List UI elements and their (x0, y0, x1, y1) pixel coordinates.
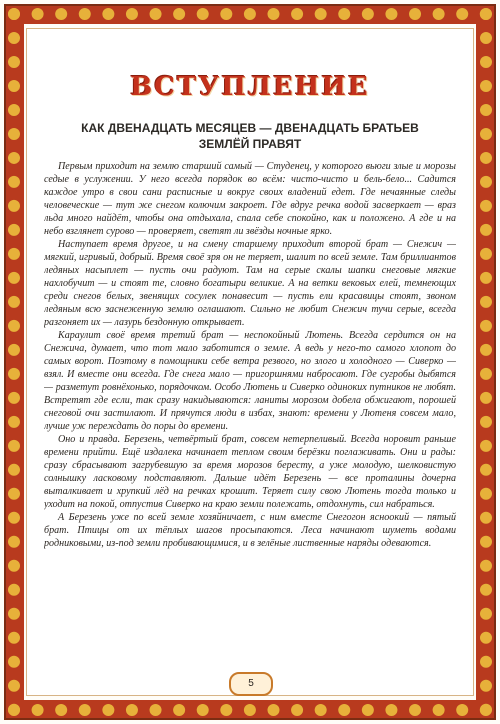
page-number: 5 (229, 672, 273, 696)
paragraph: Наступает время другое, и на смену старшему приходит второй брат — Снежич — мягкий, игривый, добрый. Время своё зря он не теряет, шалит по всей земле. Там бриллиантов ледяных насыплет — пусть очи радуют. Там на серые скалы шапки снеговые мягкие нахлобучит — и стоят те, словно богатыри великие. А на ветки вековых елей, темнеющих среди снегов белых, звенящих сосулек понавесит — пусть ели красавицы стоят, звоном ледяным всю заснеженную землю оглашают. Сильно не любит Снежич тучи серые, всегда разгоняет их — лазурь бездонную открывает. (44, 239, 456, 328)
body-text (44, 160, 456, 655)
chapter-title (50, 120, 450, 152)
chapter-title-line-1: КАК ДВЕНАДЦАТЬ МЕСЯЦЕВ — ДВЕНАДЦАТЬ БРАТЬЕВ (81, 121, 419, 135)
paragraph: Оно и правда. Березень, четвёртый брат, совсем нетерпеливый. Всегда норовит раньше времени прийти. Ещё издалека начинает теплом своим берёзки поглаживать. Они и рады: сразу сбрасывают загрубевшую за время морозов бересту, а уже молодую, шелковистую солнышку ласковому подставляют. Дальше идёт Березень — все проталины дочерна выталкивает и хрупкий лёд на речках крошит. Теряет силу свою Лютень тогда только и уходит на покой, отпустив Сиверко на краю земли полежать, отдохнуть, сил набраться. (44, 434, 456, 510)
chapter-title-line-2: ЗЕМЛЁЙ ПРАВЯТ (198, 137, 302, 151)
paragraph: А Березень уже по всей земле хозяйничает, с ним вместе Снегогон ясноокий — пятый брат. Птицы от их тёплых шагов просыпаются. Леса начинают шуметь водами родниковыми, из-под земли пробивающимися, и в зелёные лиственные наряды одеваются. (44, 512, 456, 549)
paragraph: Караулит своё время третий брат — неспокойный Лютень. Всегда сердится он на Снежича, думает, что тот мало заботится о земле. А ведь у него-то самого хлопот до самых ворот. Поэтому в помощники себе ветра резвого, но злого и холодного — Сиверко — взял. И вместе они всегда. Где снега мало — пригоршнями набросают. Где сугробы дыбятся — разметут ровнёхонько, порядочком. Особо Лютень и Сиверко одиноких путников не любят. Встретят где если, так сразу накидываются: ланиты морозом добела обжигают, порошей снеговой очи застилают. И прячутся люди в избах, знают: времени у Лютеня совсем мало, лучше уж переждать до поры до времени. (44, 330, 456, 432)
page-heading: ВСТУПЛЕНИЕ (130, 72, 370, 102)
paragraph: Первым приходит на землю старший самый — Студенец, у которого вьюги злые и морозы седые в услужении. У него всегда порядок во всём: чисто-чисто и бель-бело... Садится каждое утро в свои сани расписные и вокруг своих владений едет. Где нечаянные следы человеческие — тут же снегом колючим закроет. Где вдруг речка водой засверкает — враз льда много найдёт, чтобы она отдыхала, спала себе спокойно, как и положено. А где и на небо взглянет сурово — проверяет, светят ли звёзды ночные ярко. (44, 161, 456, 237)
